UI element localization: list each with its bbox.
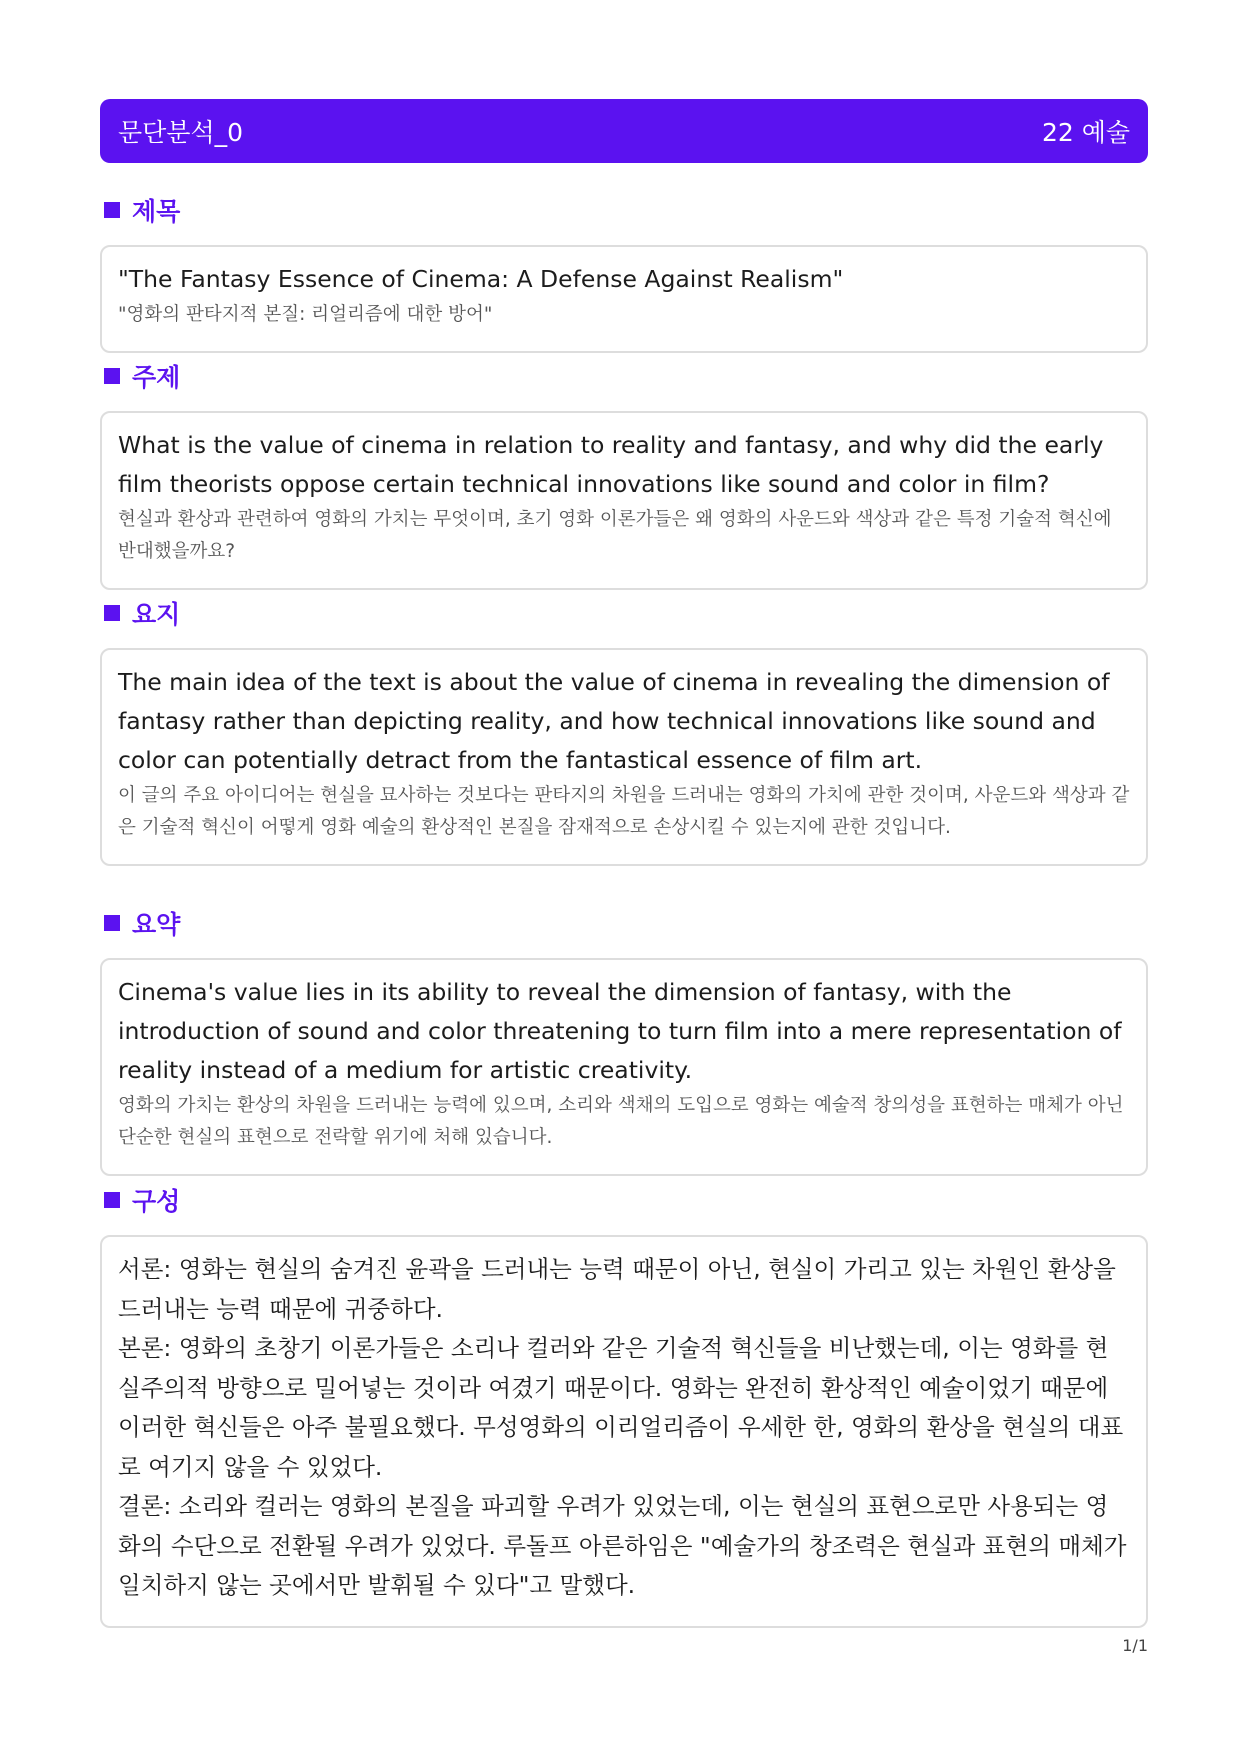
korean-text: "영화의 판타지적 본질: 리얼리즘에 대한 방어" [118, 304, 493, 325]
square-bullet-icon [104, 202, 120, 218]
korean-text: 영화의 가치는 환상의 차원을 드러내는 능력에 있으며, 소리와 색채의 도입으로 영화는 예술적 창의성을 표현하는 매체가 아닌 단순한 현실의 표현으로 전락할 위기에 처해 있습니다. [118, 1095, 1124, 1148]
english-text: The main idea of the text is about the value of cinema in revealing the dimension of fantasy rather than depicting reality, and how technical innovations like sound and color can potentially detract from the fantastical essence of film art. [118, 668, 1110, 774]
section-heading [100, 358, 1148, 394]
section-box [100, 411, 1148, 590]
section-heading [100, 192, 1148, 228]
english-text: Cinema's value lies in its ability to reveal the dimension of fantasy, with the introduction of sound and color threatening to turn film into a mere representation of reality instead of a medium for artistic creativity. [118, 978, 1122, 1084]
square-bullet-icon [104, 1192, 120, 1208]
section-topic [100, 358, 1148, 590]
section-heading [100, 1182, 1148, 1218]
section-heading-label: 요약 [132, 910, 181, 939]
section-box [100, 648, 1148, 866]
section-heading-label: 구성 [132, 1187, 181, 1216]
structure-intro: 서론: 영화는 현실의 숨겨진 윤곽을 드러내는 능력 때문이 아닌, 현실이 가리고 있는 차원인 환상을 드러내는 능력 때문에 귀중하다. [118, 1255, 1116, 1323]
section-gist [100, 595, 1148, 866]
section-box [100, 958, 1148, 1176]
section-heading-label: 주제 [132, 363, 181, 392]
section-summary [100, 905, 1148, 1176]
page-number: 1/1 [1122, 1636, 1148, 1655]
section-box [100, 245, 1148, 353]
english-text: "The Fantasy Essence of Cinema: A Defense Against Realism" [118, 265, 844, 293]
english-text: What is the value of cinema in relation to reality and fantasy, and why did the early film theorists oppose certain technical innovations like sound and color in film? [118, 431, 1104, 498]
header-bar [100, 99, 1148, 163]
structure-conclusion: 결론: 소리와 컬러는 영화의 본질을 파괴할 우려가 있었는데, 이는 현실의 표현으로만 사용되는 영화의 수단으로 전환될 우려가 있었다. 루돌프 아른하임은 "예술가의 창조력은 현실과 표현의 매체가 일치하지 않는 곳에서만 발휘될 수 있다"고 말했다. [118, 1492, 1127, 1599]
section-structure [100, 1182, 1148, 1628]
korean-text: 현실과 환상과 관련하여 영화의 가치는 무엇이며, 초기 영화 이론가들은 왜 영화의 사운드와 색상과 같은 특정 기술적 혁신에 반대했을까요? [118, 509, 1112, 562]
document-label: 문단분석_0 [118, 118, 244, 147]
section-title [100, 192, 1148, 353]
korean-text: 이 글의 주요 아이디어는 현실을 묘사하는 것보다는 판타지의 차원을 드러내는 영화의 가치에 관한 것이며, 사운드와 색상과 같은 기술적 혁신이 어떻게 영화 예술의 환상적인 본질을 잠재적으로 손상시킬 수 있는지에 관한 것입니다. [118, 785, 1130, 838]
square-bullet-icon [104, 915, 120, 931]
square-bullet-icon [104, 605, 120, 621]
structure-body: 본론: 영화의 초창기 이론가들은 소리나 컬러와 같은 기술적 혁신들을 비난했는데, 이는 영화를 현실주의적 방향으로 밀어넣는 것이라 여겼기 때문이다. 영화는 완전히 환상적인 예술이었기 때문에 이러한 혁신들은 아주 불필요했다. 무성영화의 이리얼리즘이 우세한 한, 영화의 환상을 현실의 대표로 여기지 않을 수 있었다. [118, 1334, 1124, 1481]
section-heading [100, 905, 1148, 941]
category-label: 22 예술 [1041, 118, 1130, 147]
section-heading [100, 595, 1148, 631]
section-box [100, 1235, 1148, 1628]
square-bullet-icon [104, 368, 120, 384]
section-heading-label: 요지 [132, 600, 181, 629]
section-heading-label: 제목 [132, 197, 181, 226]
